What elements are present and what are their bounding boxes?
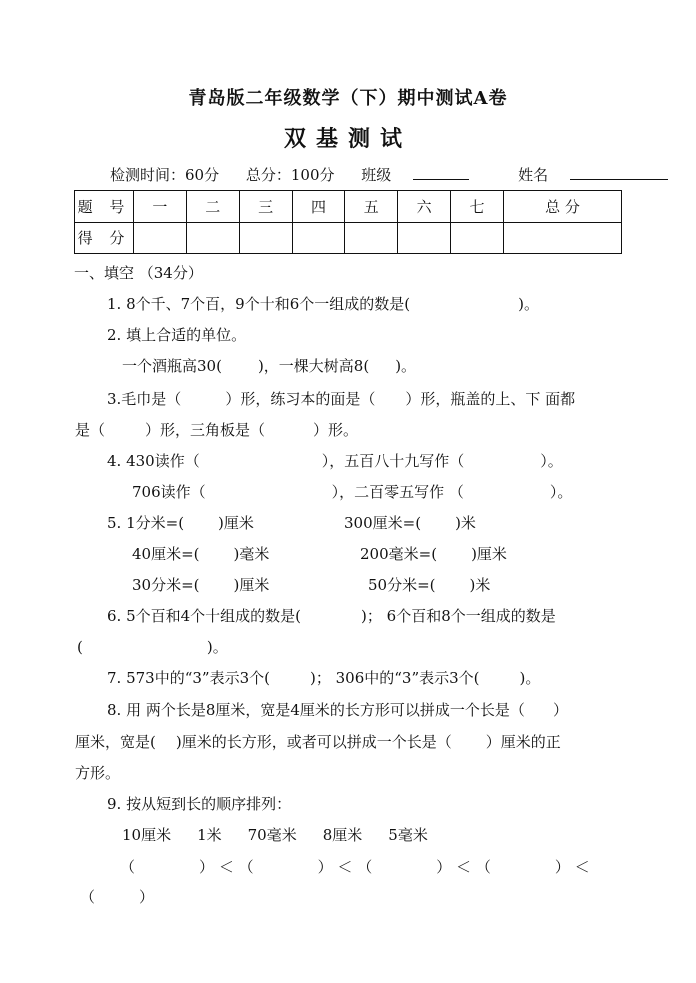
- score-cell[interactable]: [239, 222, 292, 254]
- class-label: 班级: [361, 166, 392, 184]
- column-6: 六: [398, 191, 451, 223]
- question-8-line-1: 8. 用 两个长是8厘米，宽是4厘米的长方形可以拼成一个长是（ ）: [107, 701, 568, 719]
- score-cell[interactable]: [292, 222, 345, 254]
- score-cell[interactable]: [186, 222, 239, 254]
- question-5-left-3: 30分米=( )厘米: [132, 576, 270, 594]
- length-item: 5毫米: [388, 826, 428, 844]
- paper-title: 青岛版二年级数学（下）期中测试A卷: [188, 88, 508, 109]
- name-field[interactable]: [518, 166, 690, 184]
- score-cell[interactable]: [345, 222, 398, 254]
- column-2: 二: [186, 191, 239, 223]
- question-4-line-2: 706读作（ ），二百零五写作 （ ）。: [132, 483, 573, 501]
- question-3-line-2: 是（ ）形，三角板是（ ）形。: [75, 421, 359, 439]
- class-field[interactable]: [361, 166, 491, 184]
- length-item: 70毫米: [247, 826, 297, 844]
- exam-total: 总分：100分: [245, 166, 335, 184]
- length-item: 1米: [197, 826, 222, 844]
- score-cell[interactable]: [134, 222, 187, 254]
- length-item: 10厘米: [122, 826, 172, 844]
- column-total: 总 分: [503, 191, 621, 223]
- question-1: 1. 8个千、7个百，9个十和6个一组成的数是( )。: [107, 295, 539, 313]
- section-heading: 一、填空 （34分）: [74, 264, 203, 282]
- score-table-header-row: [75, 191, 622, 223]
- score-table: [74, 190, 622, 254]
- name-blank[interactable]: [570, 165, 668, 180]
- question-9-items: [122, 824, 428, 845]
- question-4-line-1: 4. 430读作（ ），五百八十九写作（ ）。: [107, 452, 563, 470]
- name-label: 姓名: [518, 166, 549, 184]
- question-9-answer-row-2: （ ）: [80, 888, 155, 906]
- question-8-line-2: 厘米，宽是( )厘米的长方形，或者可以拼成一个长是（ ）厘米的正: [75, 733, 561, 751]
- question-2: 2. 填上合适的单位。: [107, 326, 247, 344]
- score-label: 得 分: [75, 222, 134, 254]
- exam-time: 检测时间：60分: [110, 166, 220, 184]
- column-1: 一: [134, 191, 187, 223]
- question-6-line-2: ( )。: [77, 638, 228, 656]
- column-5: 五: [345, 191, 398, 223]
- question-5-right-3: 50分米=( )米: [368, 576, 491, 594]
- column-4: 四: [292, 191, 345, 223]
- question-7: 7. 573中的“3”表示3个( )； 306中的“3”表示3个( )。: [107, 669, 541, 687]
- paper-subtitle: 双基测试: [283, 126, 412, 152]
- question-5-right-1: 300厘米=( )米: [344, 514, 476, 532]
- question-5-left-2: 40厘米=( )毫米: [132, 545, 270, 563]
- question-5-left-1: 5. 1分米=( )厘米: [107, 514, 254, 532]
- length-item: 8厘米: [322, 826, 363, 844]
- question-5-right-2: 200毫米=( )厘米: [360, 545, 507, 563]
- question-6-line-1: 6. 5个百和4个十组成的数是( )； 6个百和8个一组成的数是: [107, 607, 556, 625]
- exam-info-line: [110, 164, 696, 185]
- question-3-line-1: 3.毛巾是（ ）形，练习本的面是（ ）形，瓶盖的上、下 面都: [107, 390, 576, 408]
- question-number-label: 题 号: [75, 191, 134, 223]
- score-cell[interactable]: [398, 222, 451, 254]
- class-blank[interactable]: [413, 165, 469, 180]
- score-cell[interactable]: [451, 222, 504, 254]
- question-9: 9. 按从短到长的顺序排列：: [107, 795, 292, 813]
- score-table-score-row: [75, 222, 622, 254]
- question-9-answer-row: （ ） ＜ （ ） ＜ （ ） ＜ （ ） ＜: [120, 858, 590, 876]
- question-8-line-3: 方形。: [75, 764, 121, 782]
- question-2-items: 一个酒瓶高30( )，一棵大树高8( )。: [122, 357, 417, 375]
- column-7: 七: [451, 191, 504, 223]
- column-3: 三: [239, 191, 292, 223]
- score-cell[interactable]: [503, 222, 621, 254]
